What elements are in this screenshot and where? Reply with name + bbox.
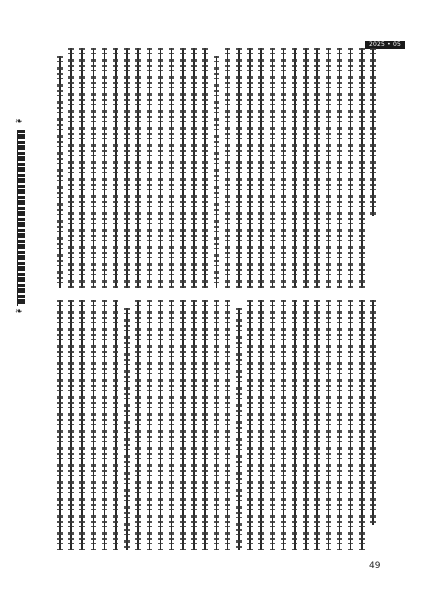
- text-line: [145, 48, 156, 288]
- text-line: [167, 300, 178, 550]
- text-line: [268, 300, 279, 550]
- text-line: [100, 300, 111, 550]
- text-line: [167, 48, 178, 288]
- text-line: [212, 300, 223, 550]
- text-line: [312, 48, 323, 288]
- text-line: [324, 48, 335, 288]
- text-block-bottom: [55, 300, 385, 550]
- text-line: [156, 48, 167, 288]
- text-line: [245, 300, 256, 550]
- running-title: [12, 118, 28, 318]
- text-line: [346, 300, 357, 550]
- text-line: [223, 48, 234, 288]
- text-line: [268, 48, 279, 288]
- ornament-icon: ❧: [15, 307, 23, 317]
- text-line: [357, 48, 368, 288]
- text-line: [346, 48, 357, 288]
- ornament-icon: ❧: [15, 117, 23, 127]
- text-line: [55, 300, 66, 550]
- text-line: [256, 300, 267, 550]
- text-line: [122, 300, 133, 550]
- text-line: [133, 300, 144, 550]
- title-script: [17, 130, 25, 306]
- text-line: [89, 48, 100, 288]
- text-line: [55, 48, 66, 288]
- text-line: [212, 48, 223, 288]
- text-line: [100, 48, 111, 288]
- text-line: [133, 48, 144, 288]
- text-line: [290, 48, 301, 288]
- text-line: [66, 300, 77, 550]
- text-line: [66, 48, 77, 288]
- text-line: [290, 300, 301, 550]
- text-line: [200, 48, 211, 288]
- text-line: [156, 300, 167, 550]
- text-line: [335, 300, 346, 550]
- text-line: [279, 48, 290, 288]
- text-line: [145, 300, 156, 550]
- text-block-top: [55, 48, 385, 288]
- text-line: [178, 48, 189, 288]
- text-line: [77, 48, 88, 288]
- text-line: [111, 48, 122, 288]
- text-line: [368, 48, 379, 288]
- text-line: [223, 300, 234, 550]
- text-line: [335, 48, 346, 288]
- text-line: [89, 300, 100, 550]
- text-line: [122, 48, 133, 288]
- text-line: [324, 300, 335, 550]
- text-line: [189, 300, 200, 550]
- text-line: [189, 48, 200, 288]
- text-line: [200, 300, 211, 550]
- text-line: [77, 300, 88, 550]
- text-line: [368, 300, 379, 550]
- text-line: [301, 48, 312, 288]
- text-line: [245, 48, 256, 288]
- page-number: 49: [369, 561, 381, 571]
- text-line: [256, 48, 267, 288]
- text-line: [234, 300, 245, 550]
- text-line: [357, 300, 368, 550]
- text-line: [178, 300, 189, 550]
- text-line: [111, 300, 122, 550]
- text-line: [301, 300, 312, 550]
- text-line: [279, 300, 290, 550]
- text-line: [312, 300, 323, 550]
- issue-label: 2025 • 05: [365, 41, 405, 49]
- text-line: [234, 48, 245, 288]
